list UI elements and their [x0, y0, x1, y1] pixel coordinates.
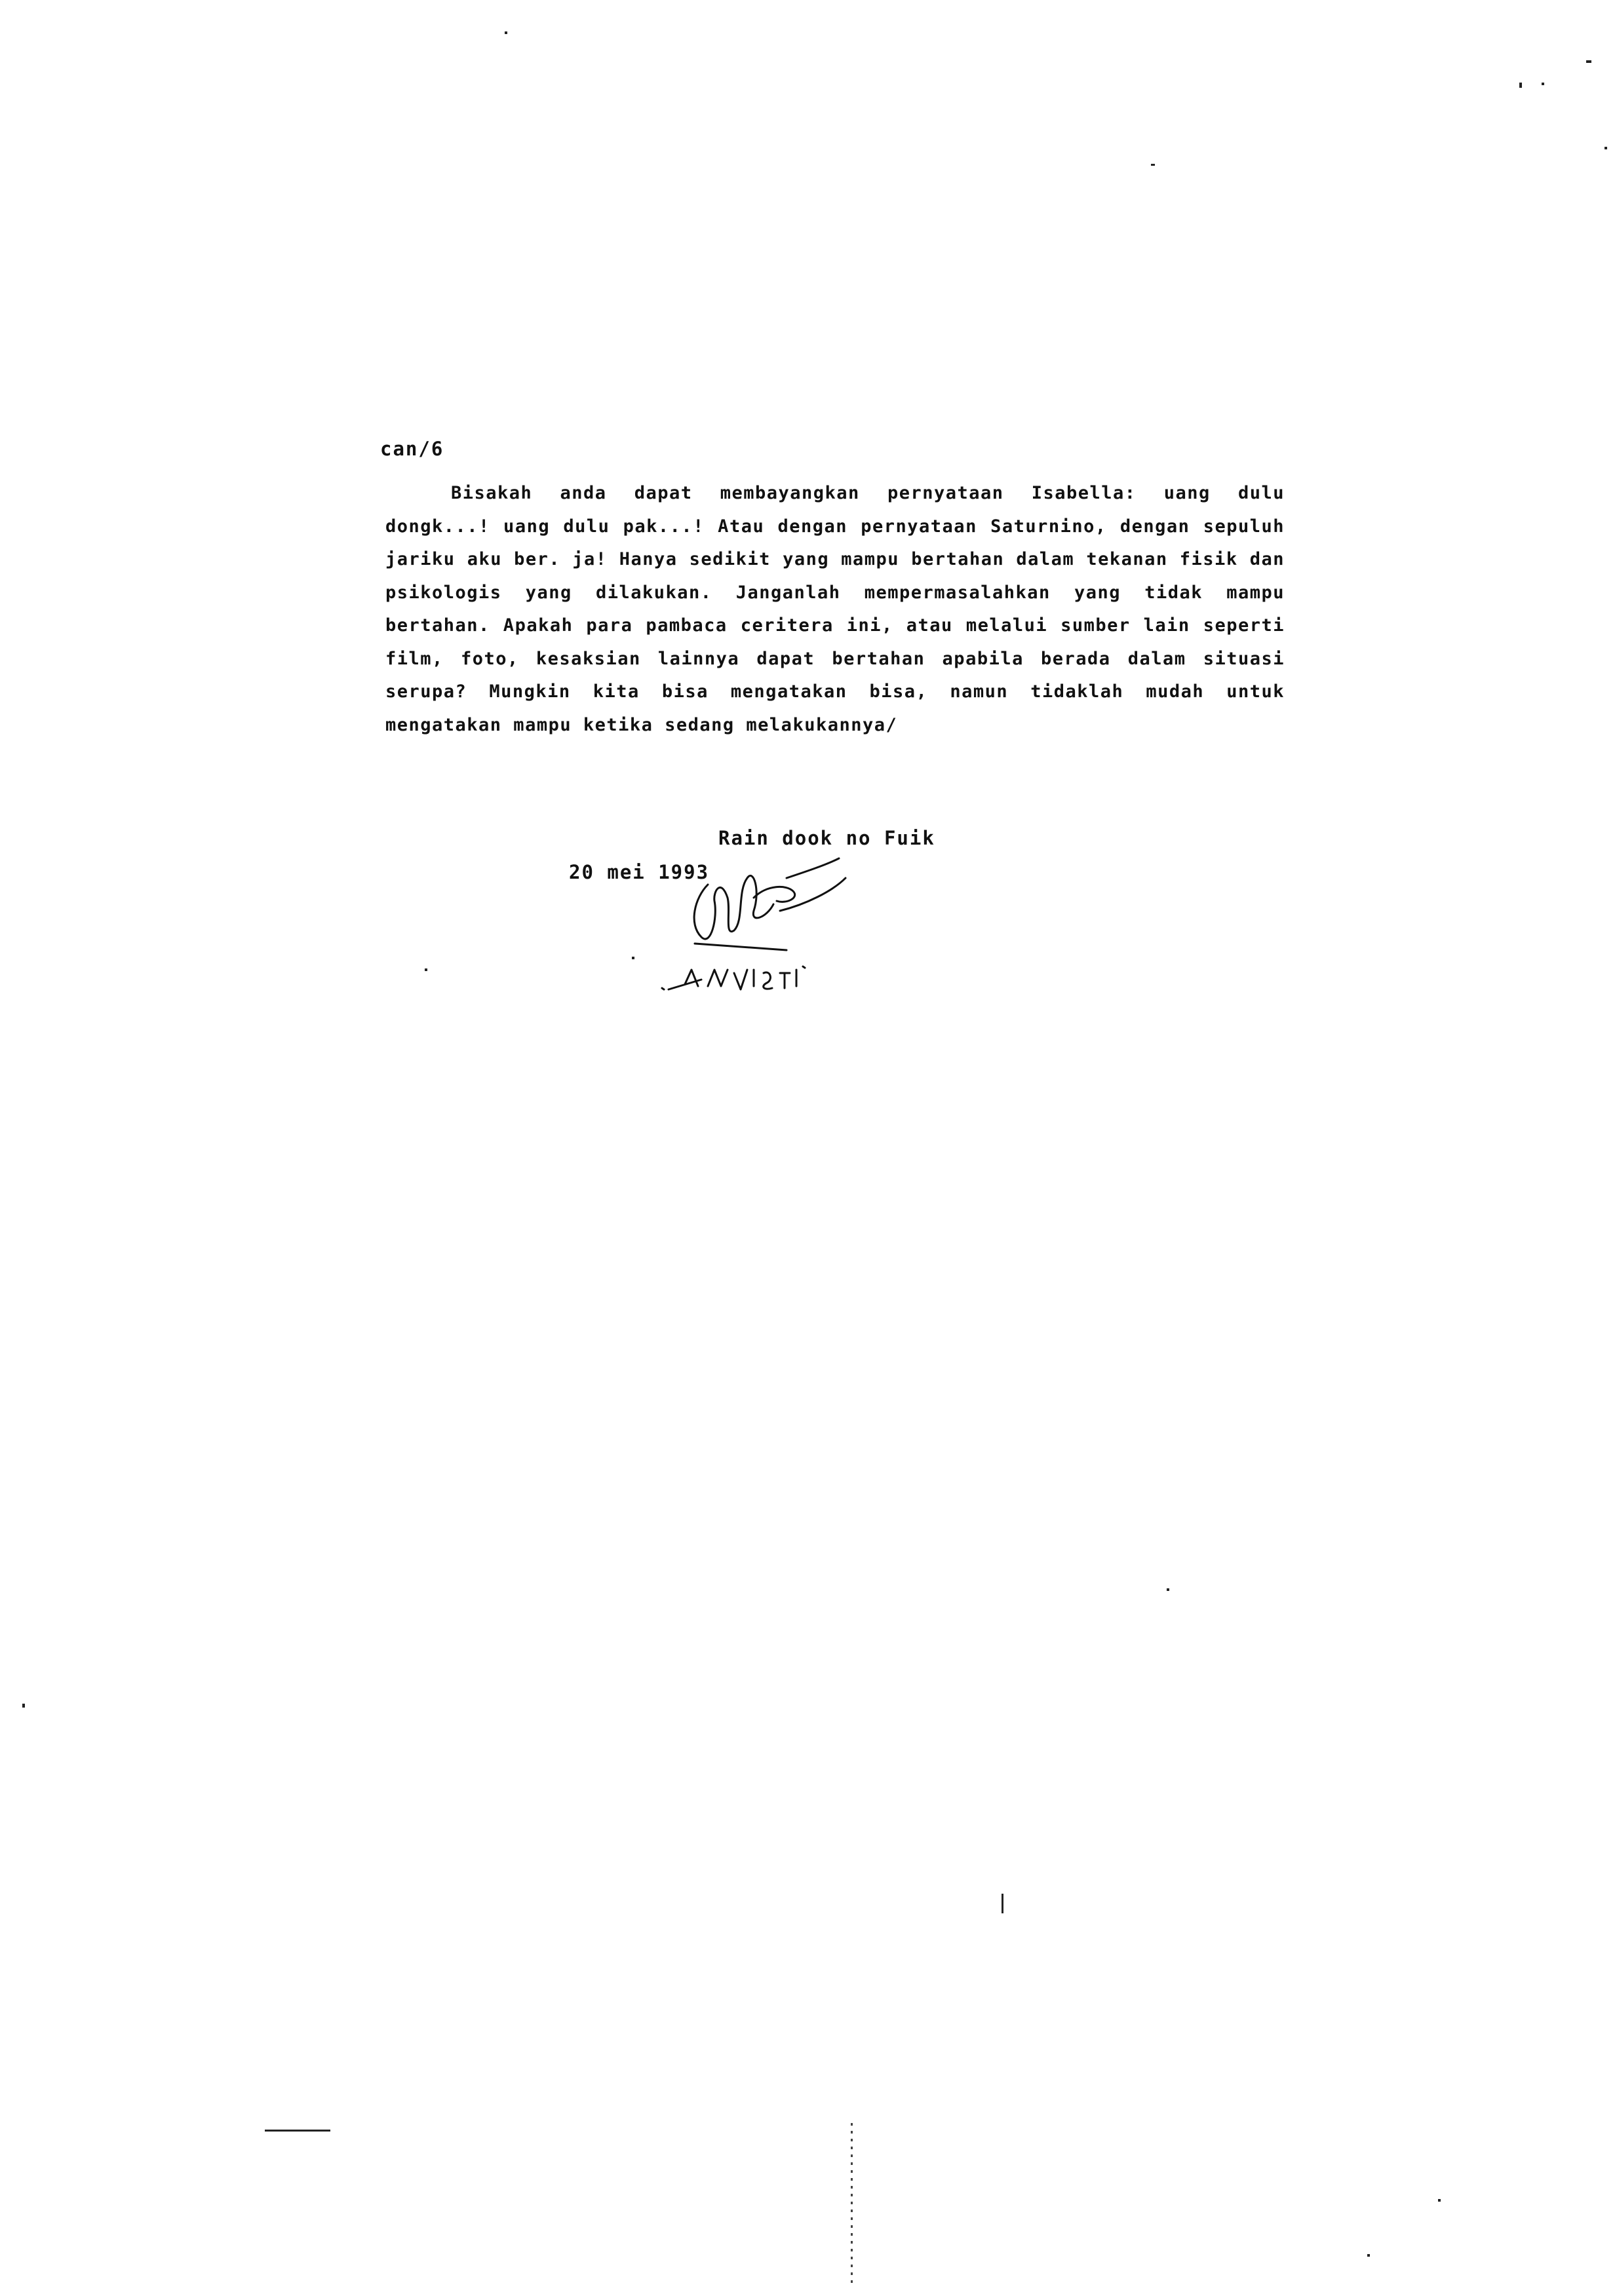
scan-speck: [1438, 2199, 1441, 2202]
scan-speck: [1542, 83, 1544, 85]
scan-speck: [851, 2123, 853, 2287]
author-name: Rain dook no Fuik: [718, 827, 935, 849]
scan-speck: [265, 2130, 330, 2132]
scan-speck: [1367, 2254, 1370, 2257]
scan-speck: [22, 1704, 25, 1708]
scan-speck: [1519, 83, 1522, 88]
scan-speck: [1167, 1588, 1169, 1591]
body-paragraph: Bisakah anda dapat membayangkan pernyataan Isabella: uang dulu dongk...! uang dulu pak...! Atau dengan pernyataan Saturnino, dengan sepuluh jariku aku ber. ja! Hanya sedikit yang mampu bertahan dalam tekanan fisik dan psikologis yang dilakukan. Janganlah mempermasalahkan yang tidak mampu bertahan. Apakah para pambaca ceritera ini, atau melalui sumber lain seperti film, foto, kesaksian lainnya dapat bertahan apabila berada dalam situasi serupa? Mungkin kita bisa mengatakan bisa, namun tidaklah mudah untuk mengatakan mampu ketika sedang melakukannya/: [385, 483, 1285, 735]
scan-speck: [1151, 164, 1155, 166]
scan-speck: [425, 968, 427, 971]
page-reference: can/6: [380, 438, 444, 460]
document-date: 20 mei 1993: [569, 861, 710, 883]
scan-speck: [1002, 1894, 1003, 1913]
scan-speck: [505, 31, 507, 34]
scan-speck: [632, 957, 634, 959]
handwritten-signature: [655, 839, 905, 1022]
scan-speck: [1605, 147, 1607, 149]
scan-speck: [1586, 60, 1591, 63]
